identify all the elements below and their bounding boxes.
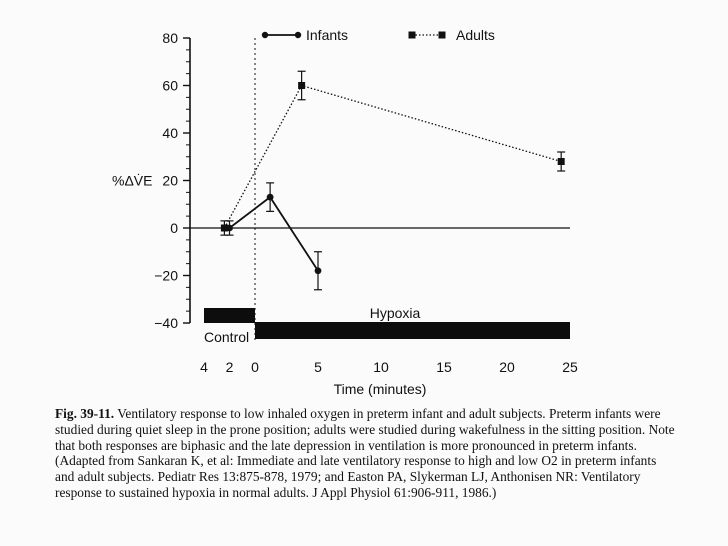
- series-adults: [220, 71, 565, 235]
- legend-item-adults: [409, 27, 495, 43]
- x-tick-label: 0: [251, 359, 259, 375]
- legend-label: Adults: [456, 27, 495, 43]
- y-tick-label: 80: [162, 30, 178, 46]
- x-tick-label: 5: [314, 359, 322, 375]
- y-tick-label: 20: [162, 172, 178, 189]
- control-band: [204, 308, 255, 323]
- legend-item-infants: [262, 27, 348, 43]
- series-infants: [226, 183, 323, 290]
- x-tick-label: 4: [200, 359, 208, 375]
- legend: [262, 27, 495, 43]
- x-axis-label: Time (minutes): [333, 381, 427, 397]
- y-tick-label: 60: [162, 77, 178, 94]
- series-line: [230, 197, 319, 271]
- y-tick-label: −20: [154, 267, 178, 284]
- caption-text: Ventilatory response to low inhaled oxygen in preterm infant and adult subjects. Preterm infants were studied during quiet sleep in the prone position; adults were studied during wakefulness in the sitting position. Note that both responses are biphasic and the late depression in ventilation is more pronounced in preterm infants. (Adapted from Sankaran K, et al: Immediate and late ventilatory response to high and low O2 in preterm infants and adult subjects. Pediatr Res 13:875-878, 1979; and Easton PA, Slykerman LJ, Anthonisen NR: Ventilatory response to sustained hypoxia in normal adults. J Appl Physiol 61:906-911, 1986.): [55, 406, 675, 500]
- figure-caption: [55, 406, 675, 501]
- axes: [112, 30, 578, 397]
- data-point: [267, 194, 274, 201]
- series-line: [224, 86, 561, 229]
- data-point: [558, 158, 565, 165]
- x-tick-label: 15: [436, 359, 452, 375]
- y-axis-label: %ΔV̇E: [112, 172, 153, 189]
- y-tick-label: −40: [154, 315, 178, 331]
- y-tick-label: 0: [170, 220, 178, 236]
- control-label: Control: [204, 329, 250, 345]
- series-layer: [220, 71, 565, 290]
- caption-label: Fig. 39-11.: [55, 406, 115, 421]
- x-tick-label: 2: [225, 359, 234, 375]
- x-tick-label: 20: [499, 359, 515, 375]
- y-tick-label: 40: [162, 125, 178, 141]
- legend-marker: [409, 32, 416, 39]
- data-point: [315, 267, 322, 274]
- legend-label: Infants: [306, 27, 349, 43]
- x-tick-label: 25: [562, 359, 578, 375]
- data-point: [221, 225, 228, 232]
- legend-marker: [439, 32, 446, 39]
- legend-marker: [262, 32, 268, 38]
- hypoxia-label: Hypoxia: [369, 305, 421, 321]
- data-point: [298, 82, 305, 89]
- x-tick-label: 10: [373, 359, 389, 375]
- hypoxia-band: [255, 322, 570, 339]
- condition-bands: [204, 305, 570, 345]
- legend-marker: [295, 32, 301, 38]
